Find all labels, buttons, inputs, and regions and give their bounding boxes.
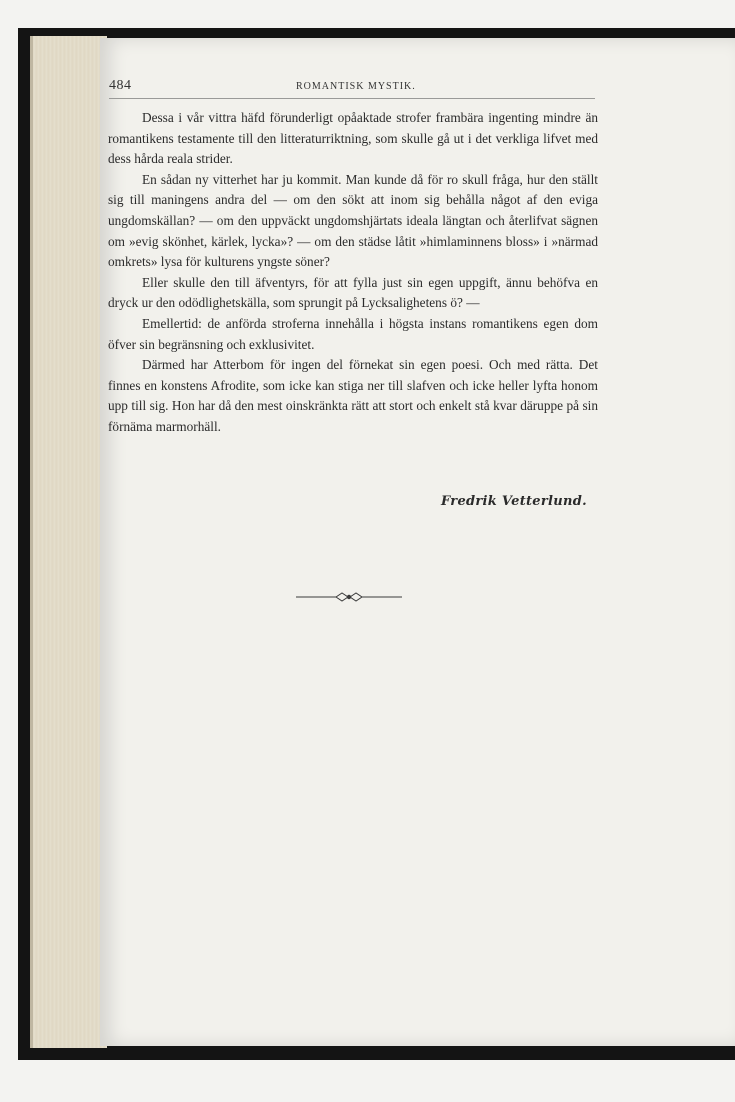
- author-signature: Fredrik Vetterlund.: [441, 494, 587, 509]
- page-header: [109, 78, 595, 99]
- paragraph: Därmed har Atterbom för ingen del förnekat sin egen poesi. Och med rätta. Det finnes en konstens Afrodite, som icke kan stiga ner till slafven och icke heller lyfta honom upp till sig. Hon har då den mest oinskränkta rätt att stort och enkelt stå kvar däruppe på sin förnäma marmorhäll.: [108, 357, 598, 434]
- running-head: ROMANTISK MYSTIK.: [296, 81, 416, 92]
- decorative-rule-ornament-icon: [296, 590, 402, 604]
- paragraph: Dessa i vår vittra häfd förunderligt opåaktade strofer frambära ingenting mindre än romantikens testamente till den litteraturriktning, som skulle gå ut i det verkliga lifvet med dess hårda reala strider.: [108, 110, 598, 167]
- page-number: 484: [109, 78, 132, 93]
- paragraph: Eller skulle den till äfventyrs, för att fylla just sin egen uppgift, ännu behöfva en dryck ur den odödlighetskälla, som sprungit på Lycksalighetens ö? —: [108, 274, 598, 311]
- page-edges: [30, 36, 107, 1048]
- paragraph: Emellertid: de anförda stroferna innehålla i högsta instans romantikens egen dom öfver sin begränsning och exklusivitet.: [108, 315, 598, 352]
- body-text: [108, 108, 598, 438]
- paragraph: En sådan ny vitterhet har ju kommit. Man kunde då för ro skull fråga, hur den ställt sig till maningens andra del — om den sökt att inom sig behålla något af den eviga ungdomskällan? — om den uppväckt ungdomshjärtats ideala längtan och återlifvat sägnen om »evig skönhet, kärlek, lycka»? — om den städse låtit »himlaminnens bloss» i »närmad omkrets» lysa för kulturens yngste söner?: [108, 171, 598, 270]
